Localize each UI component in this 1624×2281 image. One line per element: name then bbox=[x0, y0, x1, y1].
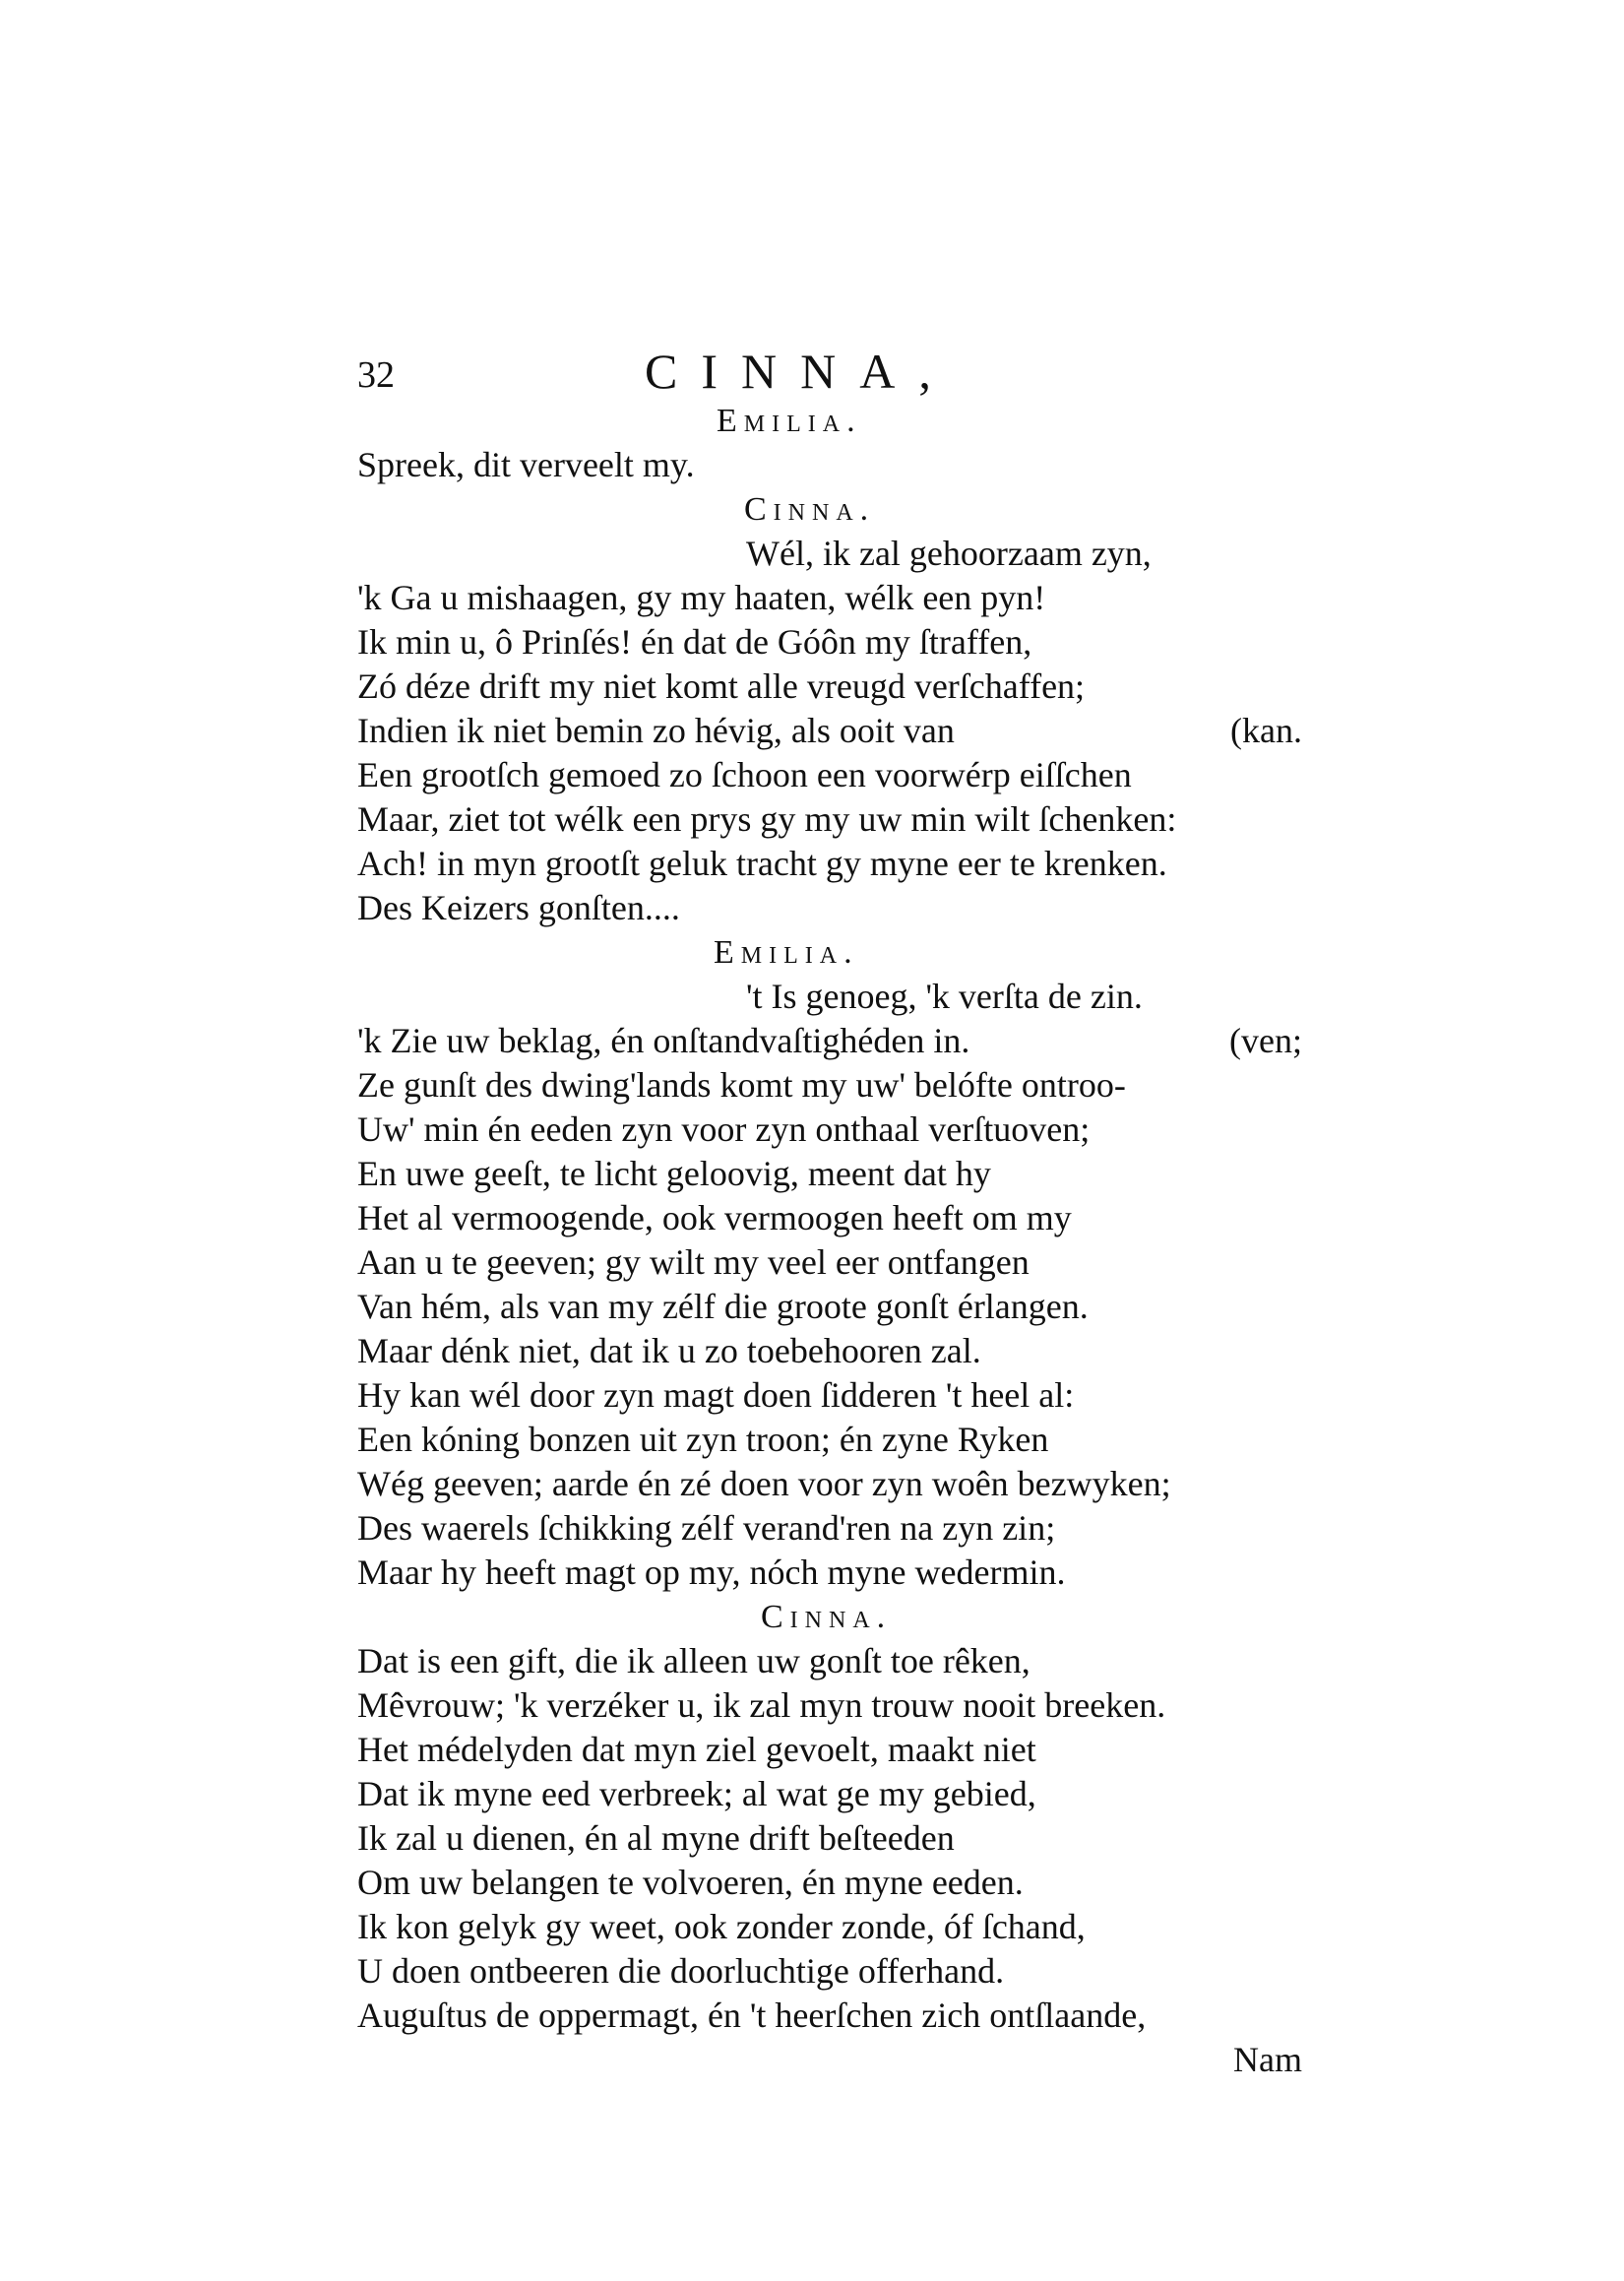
verse-line bbox=[357, 1728, 1302, 1772]
verse-line-text: Het médelyden dat myn ziel gevoelt, maakt niet bbox=[357, 1730, 1036, 1769]
verse-line-text: Maar hy heeft magt op my, nóch myne wedermin. bbox=[357, 1552, 1066, 1592]
verse-line bbox=[357, 1152, 1302, 1196]
verse-line-text: Indien ik niet bemin zo hévig, als ooit van bbox=[357, 711, 955, 750]
verse-line-text: Ik zal u dienen, én al myne drift beſteeden bbox=[357, 1818, 955, 1858]
verse-line-text: Dat is een gift, die ik alleen uw gonſt toe rêken, bbox=[357, 1641, 1031, 1680]
verse-line bbox=[357, 1285, 1302, 1329]
verse-line-text: Het al vermoogende, ook vermoogen heeft om my bbox=[357, 1198, 1072, 1237]
verse-line bbox=[357, 1019, 1302, 1063]
verse-line-text: Spreek, dit verveelt my. bbox=[357, 445, 695, 484]
verse-line-text: Aan u te geeven; gy wilt my veel eer ontfangen bbox=[357, 1242, 1030, 1282]
verse-line bbox=[357, 1683, 1302, 1728]
verse-text bbox=[357, 399, 1302, 2082]
verse-line bbox=[357, 1373, 1302, 1418]
verse-line-text: Des Keizers gonſten.... bbox=[357, 888, 680, 927]
verse-line-text: Maar, ziet tot wélk een prys gy my uw min wilt ſchenken: bbox=[357, 799, 1177, 839]
verse-line bbox=[357, 1240, 1302, 1285]
verse-line bbox=[357, 886, 1302, 930]
verse-line bbox=[357, 1949, 1302, 1994]
verse-line bbox=[357, 620, 1302, 665]
verse-line-text: Dat ik myne eed verbreek; al wat ge my gebied, bbox=[357, 1774, 1036, 1813]
verse-line-text: Ze gunſt des dwing'lands komt my uw' belófte ontroo- bbox=[357, 1065, 1126, 1105]
verse-line bbox=[357, 1994, 1302, 2038]
page-number: 32 bbox=[357, 354, 395, 396]
verse-line bbox=[357, 1329, 1302, 1373]
verse-line-text: Om uw belangen te volvoeren, én myne eeden. bbox=[357, 1863, 1024, 1902]
verse-line-text: Auguſtus de oppermagt, én 't heerſchen zich ontſlaande, bbox=[357, 1996, 1147, 2035]
verse-line-text: Wég geeven; aarde én zé doen voor zyn woên bezwyken; bbox=[357, 1464, 1171, 1503]
verse-line-text: U doen ontbeeren die doorluchtige offerhand. bbox=[357, 1951, 1005, 1991]
verse-line-text: Ik min u, ô Prinſés! én dat de Góôn my ſtraffen, bbox=[357, 622, 1032, 662]
verse-line bbox=[357, 1418, 1302, 1462]
running-title: CINNA, bbox=[645, 344, 955, 399]
verse-line-text: Ik kon gelyk gy weet, ook zonder zonde, óf ſchand, bbox=[357, 1907, 1086, 1946]
verse-line-text: En uwe geeſt, te licht geloovig, meent dat hy bbox=[357, 1154, 991, 1193]
verse-line-text: Zó déze drift my niet komt alle vreugd verſchaffen; bbox=[357, 666, 1086, 706]
verse-line-text: Een kóning bonzen uit zyn troon; én zyne Ryken bbox=[357, 1420, 1049, 1459]
verse-line bbox=[357, 1816, 1302, 1861]
verse-line-text: Wél, ik zal gehoorzaam zyn, bbox=[746, 534, 1152, 573]
verse-line bbox=[357, 1108, 1302, 1152]
verse-line bbox=[357, 443, 1302, 487]
verse-line bbox=[357, 1861, 1302, 1905]
verse-line bbox=[357, 1905, 1302, 1949]
verse-line bbox=[357, 709, 1302, 753]
verse-line bbox=[357, 753, 1302, 797]
verse-line bbox=[357, 1063, 1302, 1108]
turn-over-word: (kan. bbox=[1230, 711, 1302, 750]
verse-line-text: 'k Zie uw beklag, én onſtandvaſtighéden in. bbox=[357, 1021, 970, 1060]
verse-line bbox=[357, 1506, 1302, 1551]
verse-line bbox=[357, 842, 1302, 886]
verse-line-text: 'k Ga u mishaagen, gy my haaten, wélk een pyn! bbox=[357, 578, 1046, 617]
verse-line-text: Uw' min én eeden zyn voor zyn onthaal verſtuoven; bbox=[357, 1109, 1091, 1149]
verse-line-text: Ach! in myn grootſt geluk tracht gy myne eer te krenken. bbox=[357, 844, 1167, 883]
verse-line-text: Des waerels ſchikking zélf verand'ren na zyn zin; bbox=[357, 1508, 1056, 1548]
verse-line bbox=[357, 576, 1302, 620]
verse-line bbox=[357, 532, 1302, 576]
speaker-heading: Cinna. bbox=[744, 491, 876, 528]
verse-line bbox=[357, 975, 1302, 1019]
verse-line-text: 't Is genoeg, 'k verſta de zin. bbox=[746, 977, 1143, 1016]
verse-line-text: Van hém, als van my zélf die groote gonſt érlangen. bbox=[357, 1287, 1089, 1326]
speaker-heading: Cinna. bbox=[761, 1599, 893, 1635]
verse-line bbox=[357, 1551, 1302, 1595]
verse-line bbox=[357, 1196, 1302, 1240]
speaker-heading: Emilia. bbox=[717, 403, 862, 439]
turn-over-word: (ven; bbox=[1229, 1021, 1302, 1060]
verse-line bbox=[357, 1639, 1302, 1683]
speaker-heading: Emilia. bbox=[714, 934, 859, 971]
verse-line bbox=[357, 1462, 1302, 1506]
verse-line-text: Hy kan wél door zyn magt doen ſidderen 't heel al: bbox=[357, 1375, 1075, 1415]
verse-line-text: Maar dénk niet, dat ik u zo toebehooren zal. bbox=[357, 1331, 981, 1370]
verse-line-text: Mêvrouw; 'k verzéker u, ik zal myn trouw nooit breeken. bbox=[357, 1685, 1166, 1725]
verse-line-text: Een grootſch gemoed zo ſchoon een voorwérp eiſſchen bbox=[357, 755, 1132, 794]
verse-line bbox=[357, 1772, 1302, 1816]
catchword: Nam bbox=[1233, 2040, 1302, 2079]
verse-line bbox=[357, 665, 1302, 709]
verse-line bbox=[357, 797, 1302, 842]
